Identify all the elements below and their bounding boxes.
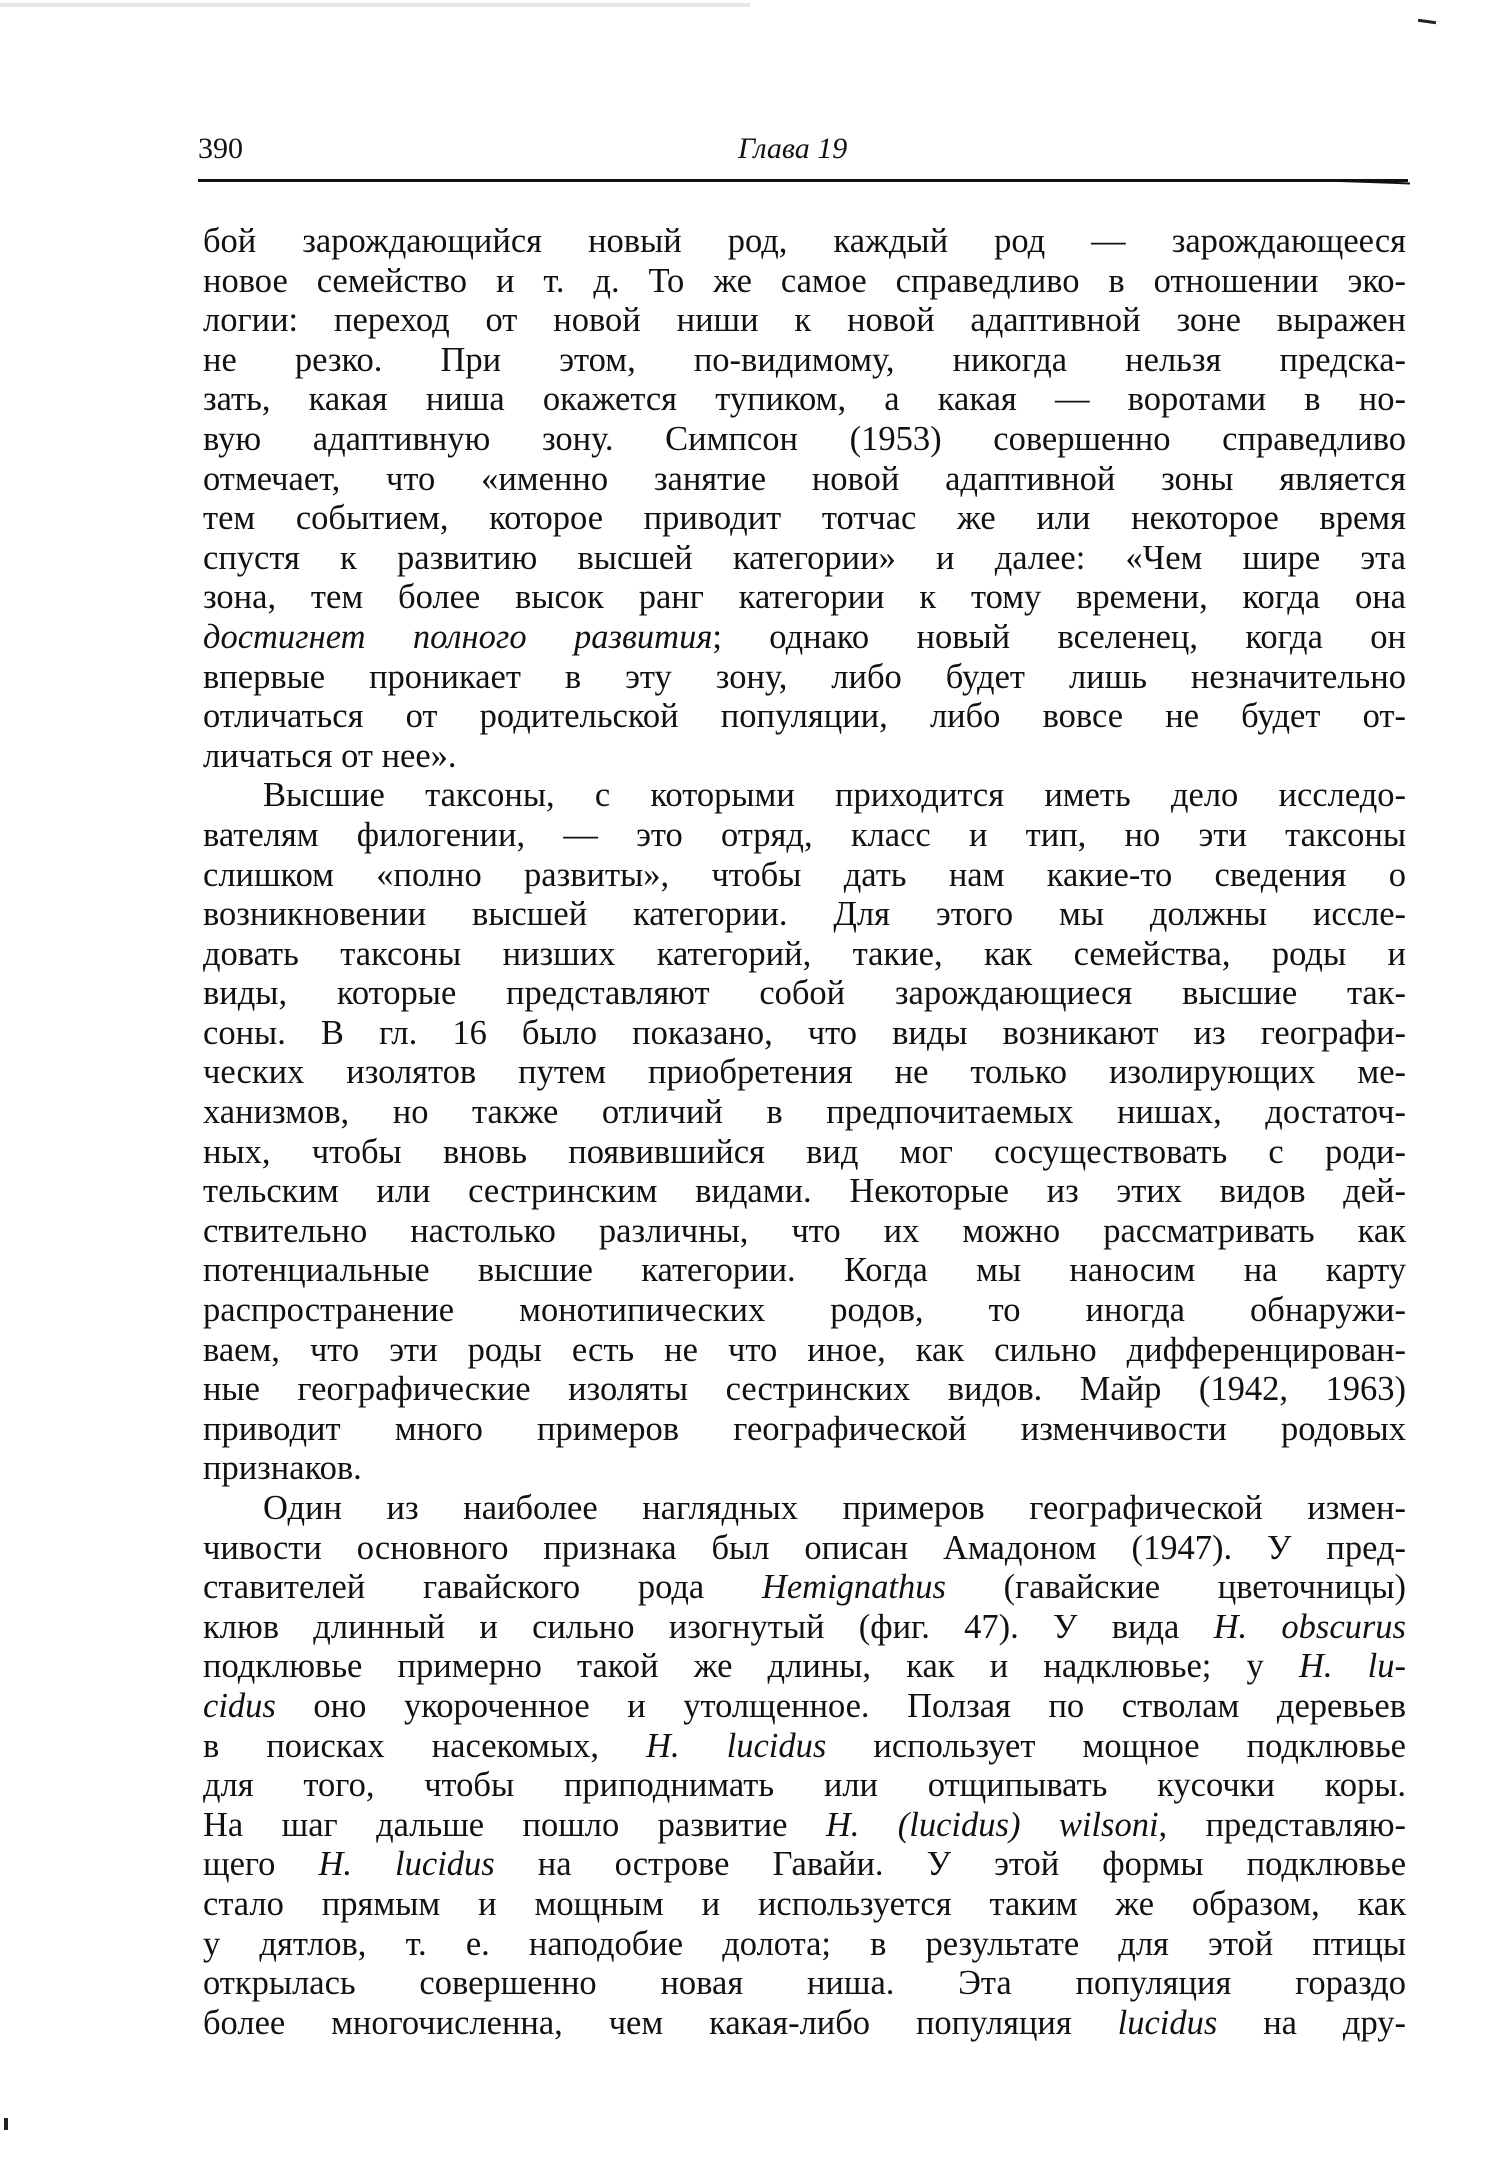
text-line — [203, 1766, 1406, 1806]
italic-text: H. lucidus — [318, 1845, 495, 1884]
text-line — [203, 1093, 1406, 1133]
scan-artifact-mark — [4, 2118, 8, 2130]
text-line — [203, 1251, 1406, 1291]
text-run: тельским или сестринским видами. Некоторые из этих видов дей- — [203, 1172, 1406, 1211]
text-line — [203, 1212, 1406, 1252]
text-run: виды, которые представляют собой зарождающиеся высшие так- — [203, 974, 1406, 1013]
italic-text: H. lu- — [1298, 1647, 1406, 1686]
text-run: приводит много примеров географической изменчивости родовых — [203, 1409, 1406, 1448]
text-run: ных, чтобы вновь появившийся вид мог сосуществовать с роди- — [203, 1132, 1406, 1171]
scan-artifact-mark — [1418, 19, 1436, 24]
text-run: ; однако новый вселенец, когда он — [712, 617, 1406, 656]
paragraph — [203, 1489, 1406, 2043]
text-run: на дру- — [1217, 2003, 1406, 2042]
text-run: для того, чтобы приподнимать или отщипывать кусочки коры. — [203, 1766, 1406, 1805]
text-run: ставителей гавайского рода — [203, 1568, 762, 1607]
italic-text: H. (lucidus) wilsoni — [825, 1805, 1159, 1844]
text-run: ваем, что эти роды есть не что иное, как сильно дифференцирован- — [203, 1330, 1406, 1369]
text-run: ческих изолятов путем приобретения не только изолирующих ме- — [203, 1053, 1406, 1092]
text-run: Высшие таксоны, с которыми приходится иметь дело исследо- — [263, 776, 1406, 815]
italic-text: достигнет полного развития — [203, 617, 713, 656]
text-run: отмечает, что «именно занятие новой адаптивной зоны является — [203, 459, 1406, 498]
text-line — [203, 1845, 1406, 1885]
text-line — [203, 935, 1406, 975]
text-run: ные географические изоляты сестринских видов. Майр (1942, 1963) — [203, 1370, 1406, 1409]
text-line — [203, 658, 1406, 698]
text-line — [203, 420, 1406, 460]
text-line — [203, 301, 1406, 341]
text-line — [203, 816, 1406, 856]
text-run: возникновении высшей категории. Для этого мы должны иссле- — [203, 895, 1406, 934]
text-line — [203, 974, 1406, 1014]
text-run: щего — [203, 1845, 319, 1884]
text-line — [203, 1568, 1406, 1608]
text-run: новое семейство и т. д. То же самое справедливо в отношении эко- — [203, 261, 1406, 300]
text-line — [203, 1410, 1406, 1450]
text-run: логии: переход от новой ниши к новой адаптивной зоне выражен — [203, 301, 1406, 340]
text-run: соны. В гл. 16 было показано, что виды возникают из географи- — [203, 1013, 1406, 1052]
italic-text: lucidus — [1117, 2003, 1218, 2042]
text-run: Один из наиболее наглядных примеров географической измен- — [263, 1489, 1406, 1527]
text-line — [203, 499, 1406, 539]
text-line — [203, 1014, 1406, 1054]
text-run: зона, тем более высок ранг категории к тому времени, когда она — [203, 578, 1406, 617]
text-run: у дятлов, т. е. наподобие долота; в результате для этой птицы — [203, 1924, 1406, 1963]
text-run: ханизмов, но также отличий в предпочитаемых нишах, достаточ- — [203, 1093, 1406, 1132]
text-line — [203, 1806, 1406, 1846]
text-line — [203, 1172, 1406, 1212]
text-run: признаков. — [203, 1449, 362, 1488]
text-run: довать таксоны низших категорий, такие, как семейства, роды и — [203, 934, 1406, 973]
text-line — [203, 578, 1406, 618]
italic-text: H. obscurus — [1213, 1607, 1406, 1646]
text-line — [203, 1727, 1406, 1767]
running-head — [198, 132, 1408, 172]
page-number: 390 — [198, 132, 243, 165]
text-run: , представляю- — [1158, 1805, 1406, 1844]
text-line — [203, 737, 1406, 777]
text-line — [203, 539, 1406, 579]
text-line — [203, 1529, 1406, 1569]
text-run: на острове Гавайи. У этой формы подклювье — [494, 1845, 1407, 1884]
text-line — [203, 341, 1406, 381]
text-line — [203, 1687, 1406, 1727]
text-run: клюв длинный и сильно изогнутый (фиг. 47). У вида — [203, 1607, 1214, 1646]
header-rule — [198, 179, 1408, 182]
text-line — [203, 1370, 1406, 1410]
text-line — [203, 1331, 1406, 1371]
text-run: впервые проникает в эту зону, либо будет лишь незначительно — [203, 657, 1406, 696]
text-run: слишком «полно развиты», чтобы дать нам какие-то сведения о — [203, 855, 1406, 894]
text-line — [203, 380, 1406, 420]
scan-edge-strip — [0, 3, 750, 7]
text-run: (гавайские цветочницы) — [945, 1568, 1406, 1607]
text-run: чивости основного признака был описан Амадоном (1947). У пред- — [203, 1528, 1406, 1567]
paragraph — [203, 776, 1406, 1489]
italic-text: H. lucidus — [646, 1726, 827, 1765]
text-run: распространение монотипических родов, то иногда обнаружи- — [203, 1291, 1406, 1330]
paragraph — [203, 222, 1406, 776]
text-run: вателям филогении, — это отряд, класс и тип, но эти таксоны — [203, 815, 1406, 854]
text-line — [203, 1449, 1406, 1489]
text-run: вую адаптивную зону. Симпсон (1953) совершенно справедливо — [203, 419, 1406, 458]
text-run: открылась совершенно новая ниша. Эта популяция гораздо — [203, 1964, 1406, 2003]
text-line — [203, 1489, 1406, 1529]
text-run: стало прямым и мощным и используется таким же образом, как — [203, 1884, 1406, 1923]
text-run: бой зарождающийся новый род, каждый род — зарождающееся — [203, 222, 1406, 260]
text-run: спустя к развитию высшей категории» и далее: «Чем шире эта — [203, 538, 1406, 577]
text-run: подклювье примерно такой же длины, как и надклювье; у — [203, 1647, 1299, 1686]
text-run: На шаг дальше пошло развитие — [203, 1805, 826, 1844]
chapter-title: Глава 19 — [738, 132, 848, 165]
text-run: отличаться от родительской популяции, либо вовсе не будет от- — [203, 697, 1406, 736]
text-line — [203, 2004, 1406, 2044]
text-line — [203, 1885, 1406, 1925]
text-line — [203, 856, 1406, 896]
italic-text: Hemignathus — [761, 1568, 946, 1607]
text-run: потенциальные высшие категории. Когда мы наносим на карту — [203, 1251, 1406, 1290]
text-run: ствительно настолько различны, что их можно рассматривать как — [203, 1211, 1406, 1250]
text-line — [203, 1608, 1406, 1648]
text-line — [203, 776, 1406, 816]
text-run: не резко. При этом, по-видимому, никогда нельзя предска- — [203, 340, 1406, 379]
text-run: более многочисленна, чем какая-либо популяция — [203, 2003, 1118, 2042]
text-run: личаться от нее». — [203, 736, 457, 775]
text-line — [203, 1647, 1406, 1687]
italic-text: cidus — [203, 1686, 276, 1725]
text-line — [203, 460, 1406, 500]
text-run: тем событием, которое приводит тотчас же или некоторое время — [203, 499, 1406, 538]
text-line — [203, 895, 1406, 935]
text-line — [203, 618, 1406, 658]
text-run: оно укороченное и утолщенное. Ползая по стволам деревьев — [275, 1686, 1406, 1725]
text-line — [203, 1053, 1406, 1093]
text-line — [203, 1925, 1406, 1965]
text-run: использует мощное подклювье — [826, 1726, 1406, 1765]
text-line — [203, 262, 1406, 302]
text-line — [203, 1291, 1406, 1331]
text-run: в поисках насекомых, — [203, 1726, 647, 1765]
text-line — [203, 222, 1406, 262]
text-line — [203, 1133, 1406, 1173]
text-line — [203, 697, 1406, 737]
text-run: зать, какая ниша окажется тупиком, а какая — воротами в но- — [203, 380, 1406, 419]
body-text — [203, 222, 1406, 2043]
text-line — [203, 1964, 1406, 2004]
